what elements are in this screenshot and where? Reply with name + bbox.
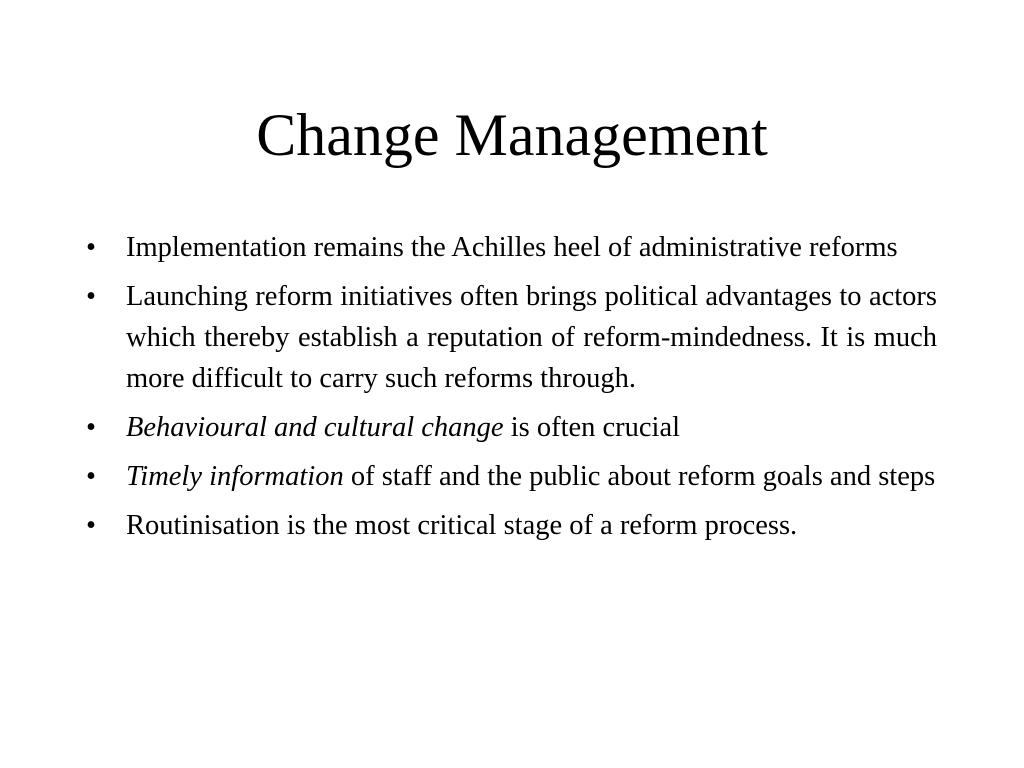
slide-title: Change Management — [256, 102, 768, 168]
bullet-text: Routinisation is the most critical stage of a reform process. — [126, 510, 798, 541]
bullet-emphasis: Behavioural and cultural change — [126, 412, 504, 443]
bullet-icon: • — [86, 510, 96, 541]
bullet-item-behavioural — [86, 407, 937, 448]
bullet-item-timely — [86, 456, 937, 497]
bullet-list — [86, 227, 937, 554]
bullet-text: is often crucial — [503, 412, 681, 443]
bullet-text: Launching reform initiatives often brings political advantages to actors which thereby establish a reputation of reform-mindedness. It is much more difficult to carry such reforms through. — [126, 281, 937, 394]
bullet-item-implementation — [86, 227, 937, 268]
bullet-text: of staff and the public about reform goals and steps — [343, 461, 936, 492]
bullet-item-launching — [86, 276, 937, 399]
bullet-icon: • — [86, 281, 96, 312]
bullet-icon: • — [86, 412, 96, 443]
bullet-text: Implementation remains the Achilles heel of administrative reforms — [126, 232, 898, 263]
bullet-icon: • — [86, 461, 96, 492]
bullet-icon: • — [86, 232, 96, 263]
bullet-item-routinisation — [86, 505, 937, 546]
bullet-emphasis: Timely information — [126, 461, 344, 492]
